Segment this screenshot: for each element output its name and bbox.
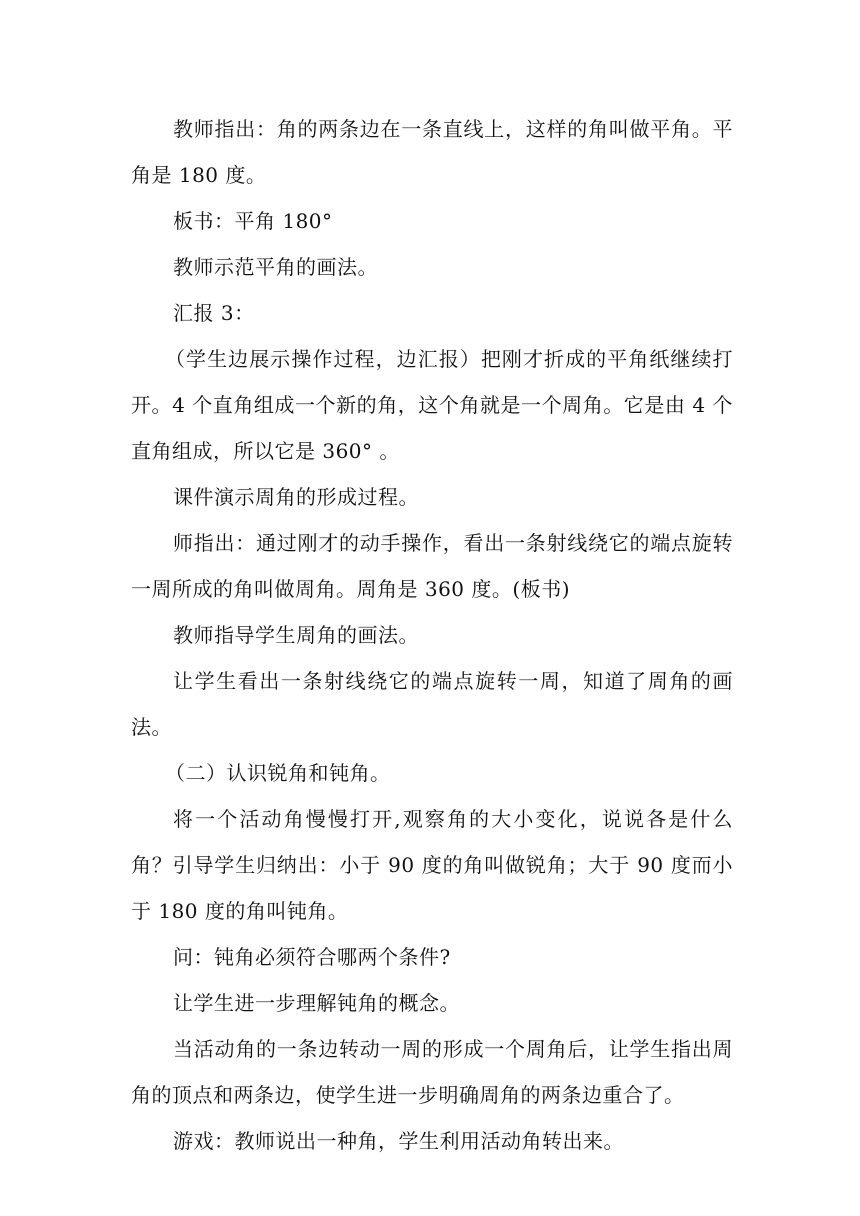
paragraph-board-note-straight-angle: 板书：平角 180° [173, 209, 333, 233]
document-body [131, 106, 733, 1164]
paragraph-draw-straight-angle: 教师示范平角的画法。 [173, 255, 378, 279]
paragraph-acute-obtuse-definition: 将一个活动角慢慢打开,观察角的大小变化，说说各是什么角？引导学生归纳出：小于 90 度的角叫做锐角；大于 90 度而小于 180 度的角叫钝角。 [131, 807, 733, 923]
paragraph-report-3: 汇报 3： [173, 301, 255, 325]
paragraph-obtuse-concept: 让学生进一步理解钝角的概念。 [173, 991, 460, 1015]
paragraph-obtuse-question: 问：钝角必须符合哪两个条件? [173, 945, 451, 969]
paragraph-courseware-demo: 课件演示周角的形成过程。 [173, 485, 419, 509]
paragraph-game: 游戏：教师说出一种角，学生利用活动角转出来。 [173, 1129, 624, 1153]
paragraph-full-angle-definition: 师指出：通过刚才的动手操作，看出一条射线绕它的端点旋转一周所成的角叫做周角。周角是 360 度。(板书) [131, 531, 733, 601]
paragraph-full-angle-sides: 当活动角的一条边转动一周的形成一个周角后，让学生指出周角的顶点和两条边，使学生进一步明确周角的两条边重合了。 [131, 1037, 733, 1107]
paragraph-full-angle-report: （学生边展示操作过程，边汇报）把刚才折成的平角纸继续打开。4 个直角组成一个新的角，这个角就是一个周角。它是由 4 个直角组成，所以它是 360° 。 [131, 347, 733, 463]
paragraph-straight-angle-definition: 教师指出：角的两条边在一条直线上，这样的角叫做平角。平角是 180 度。 [131, 117, 733, 187]
paragraph-guide-full-angle-drawing: 教师指导学生周角的画法。 [173, 623, 419, 647]
paragraph-section-acute-obtuse: （二）认识锐角和钝角。 [165, 761, 391, 785]
paragraph-ray-rotation: 让学生看出一条射线绕它的端点旋转一周，知道了周角的画法。 [131, 669, 733, 739]
